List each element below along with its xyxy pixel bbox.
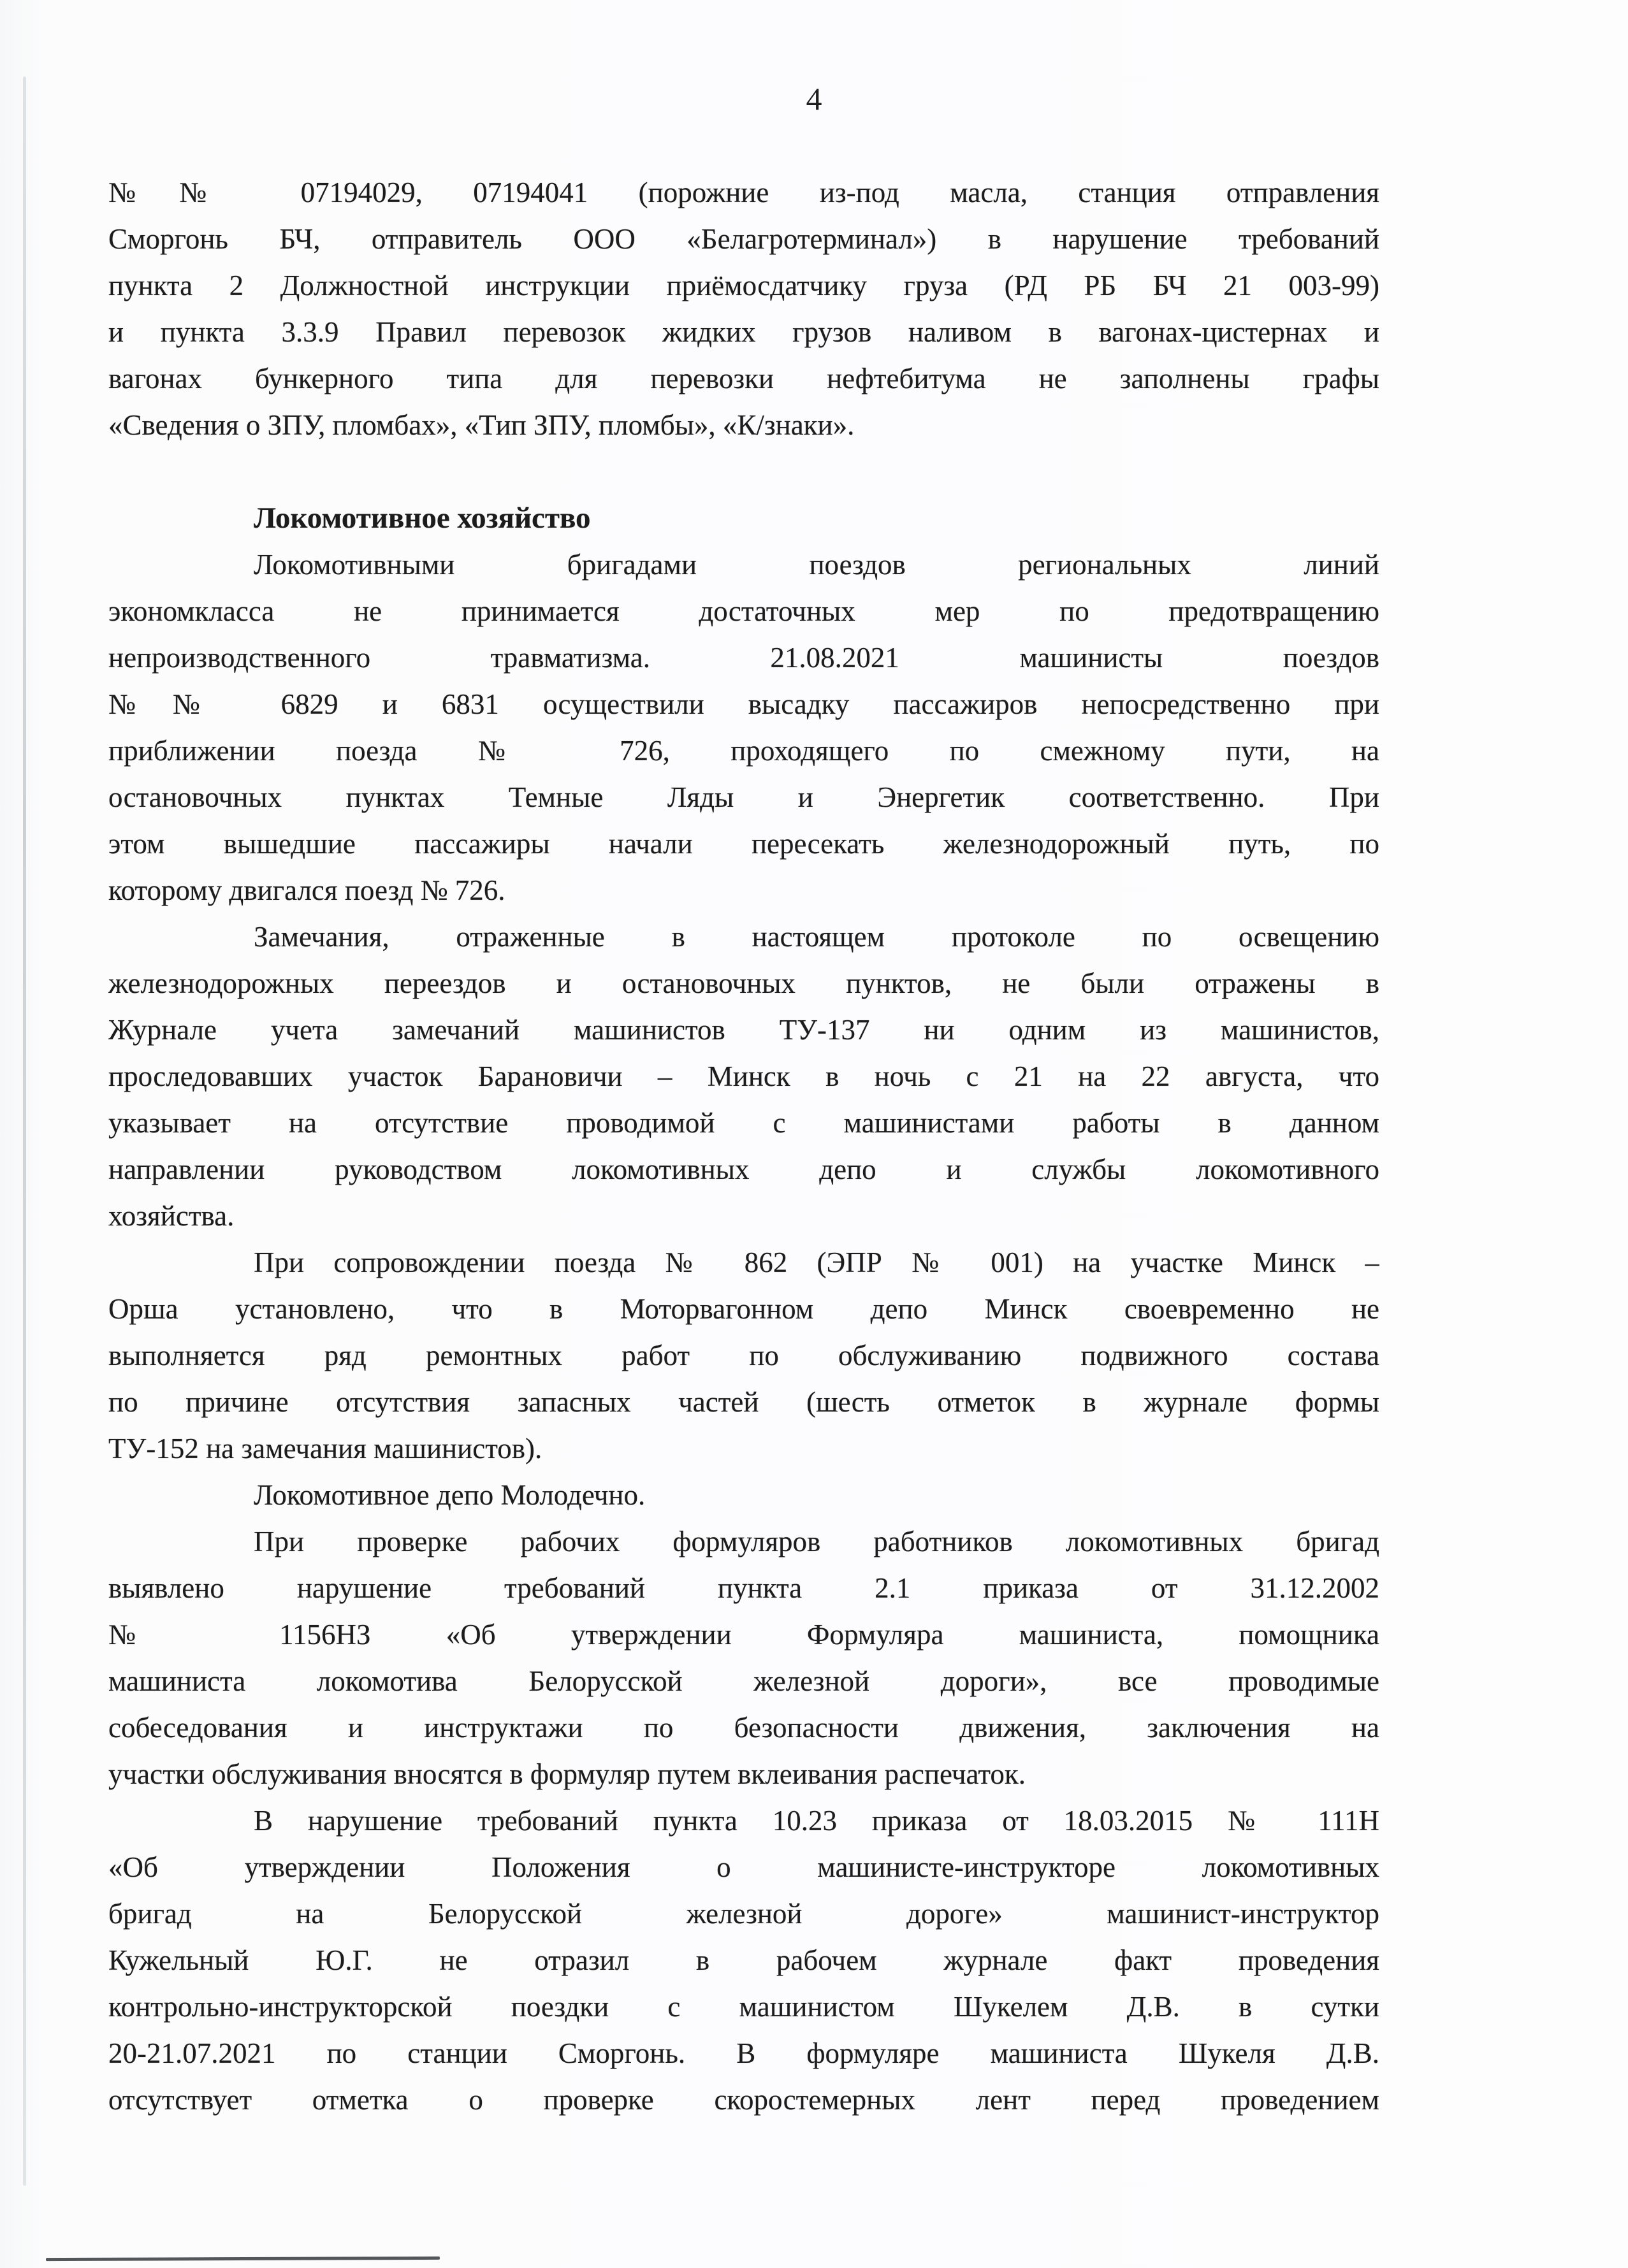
text-line: При сопровождении поезда № 862 (ЭПР № 001) на участке Минск – (254, 1246, 1379, 1278)
text-line: В нарушение требований пункта 10.23 приказа от 18.03.2015 № 111Н (254, 1805, 1379, 1837)
text-line: ТУ-152 на замечания машинистов). (108, 1433, 542, 1464)
text-line: Журнале учета замечаний машинистов ТУ-137 ни одним из машинистов, (108, 1014, 1379, 1046)
text-line: бригад на Белорусской железной дороге» машинист-инструктор (108, 1898, 1379, 1930)
scan-artifact-left-line (23, 76, 26, 2186)
text-line: пункта 2 Должностной инструкции приёмосдатчику груза (РД РБ БЧ 21 003-99) (108, 270, 1379, 301)
paragraph (108, 1519, 1379, 1798)
text-line: Замечания, отраженные в настоящем протоколе по освещению (254, 921, 1379, 953)
text-line: которому двигался поезд № 726. (108, 874, 505, 906)
paragraph (108, 542, 1379, 914)
text-line: 20-21.07.2021 по станции Сморгонь. В формуляре машиниста Шукеля Д.В. (108, 2037, 1379, 2069)
text-line: №№ 6829 и 6831 осуществили высадку пассажиров непосредственно при (108, 688, 1379, 720)
text-line: отсутствует отметка о проверке скоростемерных лент перед проведением (108, 2084, 1379, 2116)
scan-artifact-bottom-line (46, 2257, 440, 2261)
paragraph (108, 914, 1379, 1239)
text-line: непроизводственного травматизма. 21.08.2021 машинисты поездов (108, 642, 1379, 674)
paragraph (108, 1472, 1379, 1519)
text-line: участки обслуживания вносятся в формуляр путем вклеивания распечаток. (108, 1758, 1026, 1790)
text-line: железнодорожных переездов и остановочных пунктов, не были отражены в (108, 967, 1379, 999)
text-line: машиниста локомотива Белорусской железной дороги», все проводимые (108, 1665, 1379, 1697)
text-line: Сморгонь БЧ, отправитель ООО «Белагротерминал») в нарушение требований (108, 223, 1379, 255)
text-line: экономкласса не принимается достаточных мер по предотвращению (108, 595, 1379, 627)
text-line: выполняется ряд ремонтных работ по обслуживанию подвижного состава (108, 1340, 1379, 1371)
text-line: направлении руководством локомотивных депо и службы локомотивного (108, 1153, 1379, 1185)
page-number: 4 (806, 81, 822, 117)
text-line: и пункта 3.3.9 Правил перевозок жидких грузов наливом в вагонах-цистернах и (108, 316, 1379, 348)
text-line: по причине отсутствия запасных частей (шесть отметок в журнале формы (108, 1386, 1379, 1418)
text-line: собеседования и инструктажи по безопасности движения, заключения на (108, 1712, 1379, 1744)
paragraph (108, 170, 1379, 449)
text-line: контрольно-инструкторской поездки с машинистом Шукелем Д.В. в сутки (108, 1991, 1379, 2023)
text-line: этом вышедшие пассажиры начали пересекать железнодорожный путь, по (108, 828, 1379, 860)
text-line: Кужельный Ю.Г. не отразил в рабочем журнале факт проведения (108, 1944, 1379, 1976)
paragraph (108, 1239, 1379, 1472)
text-line: указывает на отсутствие проводимой с машинистами работы в данном (108, 1107, 1379, 1139)
text-line: проследовавших участок Барановичи – Минск в ночь с 21 на 22 августа, что (108, 1060, 1379, 1092)
section-heading: Локомотивное хозяйство (254, 502, 591, 535)
text-line: Орша установлено, что в Моторвагонном депо Минск своевременно не (108, 1293, 1379, 1325)
text-line: приближении поезда № 726, проходящего по смежному пути, на (108, 735, 1379, 767)
paragraph (108, 1798, 1379, 2123)
text-line: Локомотивными бригадами поездов региональных линий (254, 549, 1379, 581)
text-line: «Об утверждении Положения о машинисте-инструкторе локомотивных (108, 1851, 1379, 1883)
section (108, 495, 1379, 542)
text-line: выявлено нарушение требований пункта 2.1 приказа от 31.12.2002 (108, 1572, 1379, 1604)
text-line: «Сведения о ЗПУ, пломбах», «Тип ЗПУ, пломбы», «К/знаки». (108, 409, 855, 441)
text-line: вагонах бункерного типа для перевозки нефтебитума не заполнены графы (108, 363, 1379, 394)
text-block (108, 170, 1379, 2123)
text-line: хозяйства. (108, 1200, 235, 1232)
text-line: Локомотивное депо Молодечно. (254, 1479, 646, 1511)
text-line: №№ 07194029, 07194041 (порожние из-под масла, станция отправления (108, 177, 1379, 208)
text-line: остановочных пунктах Темные Ляды и Энергетик соответственно. При (108, 781, 1379, 813)
text-line: При проверке рабочих формуляров работников локомотивных бригад (254, 1526, 1379, 1557)
text-line: № 1156НЗ «Об утверждении Формуляра машиниста, помощника (108, 1619, 1379, 1650)
